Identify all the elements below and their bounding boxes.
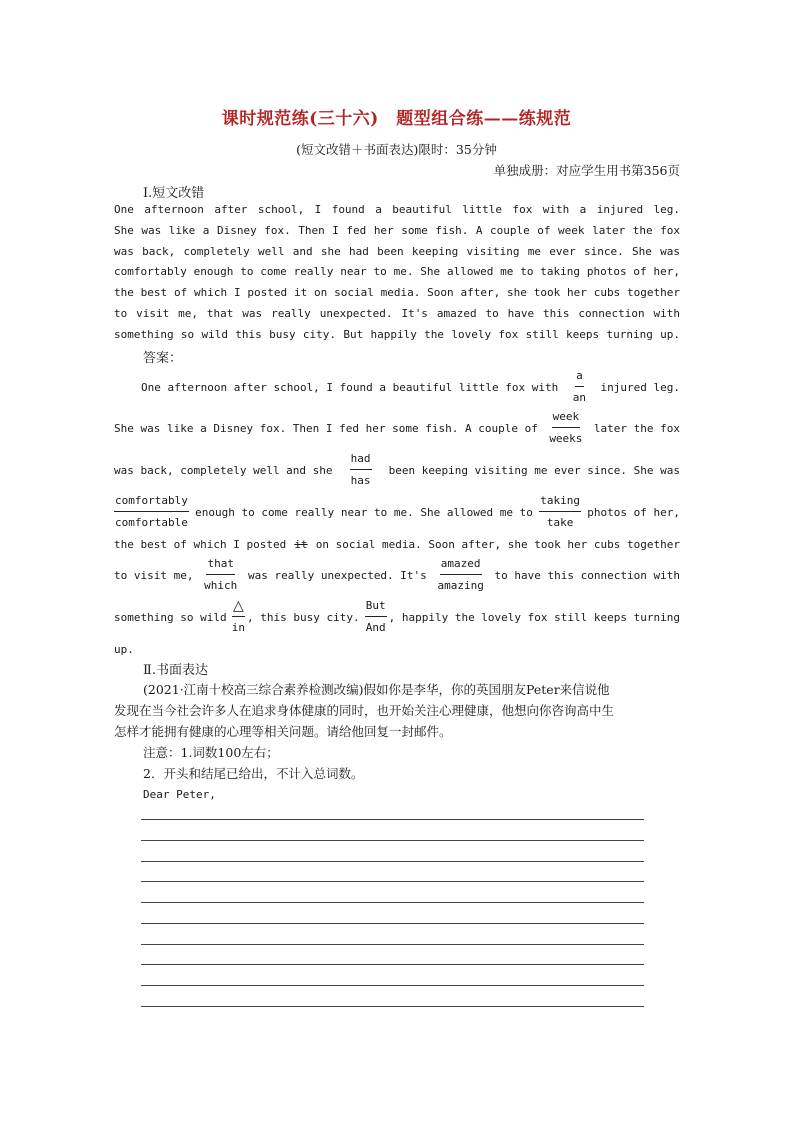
- answer-text: photos of her,: [587, 505, 680, 519]
- answer-text: was back, completely well and she: [114, 463, 333, 477]
- correction-mark: [365, 598, 387, 636]
- corrected-word: comfortable: [115, 516, 188, 529]
- answer-text: later the fox: [593, 421, 680, 435]
- answer-line: [114, 597, 680, 637]
- answer-text: been keeping visiting me ever since. She was: [388, 463, 680, 477]
- answer-line: [114, 492, 680, 532]
- passage-line: something so wild this busy city. But happily the lovely fox still keeps turning up.: [114, 327, 680, 341]
- answer-line: [114, 555, 680, 595]
- writing-line: [141, 840, 644, 841]
- writing-line: [141, 902, 644, 903]
- writing-line: [141, 881, 644, 882]
- wrong-word: had: [350, 451, 372, 470]
- wrong-word: week: [552, 409, 581, 428]
- answer-text: to have this connection with: [494, 568, 680, 582]
- correction-mark: [573, 368, 586, 406]
- corrected-word: amazing: [437, 579, 484, 592]
- writing-line: [141, 819, 644, 820]
- passage-line: She was like a Disney fox. Then I fed her some fish. A couple of week later the fox: [114, 223, 680, 237]
- correction-mark: [114, 493, 189, 531]
- writing-line: [141, 985, 644, 986]
- inserted-word: in: [231, 621, 245, 634]
- book-reference: 单独成册：对应学生用书第356页: [493, 163, 680, 178]
- error-correction-passage: [114, 200, 680, 346]
- answer-line: [114, 639, 680, 659]
- prompt-line: 发现在当今社会许多人在追求身体健康的同时，也开始关注心理健康，他想向你咨询高中生: [114, 703, 615, 718]
- wrong-word: that: [206, 556, 235, 575]
- correction-mark: [204, 556, 237, 594]
- section-1-heading: Ⅰ.短文改错: [143, 186, 205, 201]
- insert-caret-icon: △: [232, 598, 245, 617]
- writing-line: [141, 923, 644, 924]
- deleted-word: it: [294, 537, 308, 551]
- answer-text: enough to come really near to me. She allowed me to: [195, 505, 533, 519]
- answer-text: up.: [114, 642, 134, 656]
- wrong-word: amazed: [440, 556, 482, 575]
- page-subtitle: (短文改错＋书面表达)限时：35分钟: [296, 142, 497, 157]
- corrected-word: And: [365, 621, 386, 634]
- wrong-word: comfortably: [114, 493, 189, 512]
- correction-mark: [350, 451, 372, 489]
- answer-text: on social media. Soon after, she took her cubs together: [315, 537, 680, 551]
- answer-text: One afternoon after school, I found a beautiful little fox with: [141, 380, 559, 394]
- correction-mark: [539, 493, 581, 531]
- writing-line: [141, 964, 644, 965]
- passage-line: comfortably enough to come really near to me. She allowed me to taking photos of her,: [114, 265, 680, 279]
- correction-mark: [437, 556, 483, 594]
- prompt-line: (2021·江南十校高三综合素养检测改编)假如你是李华，你的英国朋友Peter来信说他: [143, 682, 610, 697]
- wrong-word: taking: [539, 493, 581, 512]
- writing-line: [141, 1006, 644, 1007]
- passage-line: the best of which I posted it on social media. Soon after, she took her cubs together: [114, 286, 680, 300]
- correction-mark: [549, 409, 582, 447]
- corrected-word: an: [572, 391, 586, 404]
- salutation: Dear Peter,: [143, 788, 216, 801]
- page-title: 课时规范练(三十六) 题型组合练——练规范: [221, 109, 572, 129]
- answer-line: [114, 450, 680, 490]
- answer-line: [114, 534, 680, 554]
- section-2-heading: Ⅱ.书面表达: [143, 663, 208, 678]
- prompt-line: 怎样才能拥有健康的心理等相关问题。请给他回复一封邮件。: [114, 724, 452, 739]
- answer-text: was really unexpected. It's: [247, 568, 427, 582]
- answer-text: something so wild: [114, 610, 227, 624]
- corrected-word: take: [546, 516, 574, 529]
- answer-line: [114, 367, 680, 407]
- wrong-word: a: [575, 368, 584, 387]
- answer-text: the best of which I posted: [114, 537, 287, 551]
- answer-line: [114, 408, 680, 448]
- passage-line: One afternoon after school, I found a beautiful little fox with a injured leg.: [114, 203, 680, 216]
- corrected-word: which: [204, 579, 238, 592]
- writing-line: [141, 944, 644, 945]
- passage-line: was back, completely well and she had been keeping visiting me ever since. She was: [114, 244, 680, 258]
- answer-text: to visit me,: [114, 568, 194, 582]
- note-word-count: 注意：1.词数100左右；: [143, 745, 279, 760]
- answer-label: 答案：: [143, 351, 183, 366]
- note-opening-closing: 2．开头和结尾已给出，不计入总词数。: [143, 766, 364, 781]
- writing-prompt: [114, 679, 680, 742]
- answer-text: She was like a Disney fox. Then I fed her some fish. A couple of: [114, 421, 538, 435]
- answer-text: , this busy city.: [246, 610, 360, 624]
- corrected-word: weeks: [549, 432, 583, 445]
- answer-text: , happily the lovely fox still keeps turning: [388, 610, 680, 624]
- passage-line: to visit me, that was really unexpected. It's amazed to have this connection with: [114, 306, 680, 320]
- corrected-word: has: [350, 474, 371, 487]
- answer-text: injured leg.: [600, 380, 680, 394]
- insertion-mark: [232, 598, 245, 636]
- writing-line: [141, 861, 644, 862]
- wrong-word: But: [365, 598, 387, 617]
